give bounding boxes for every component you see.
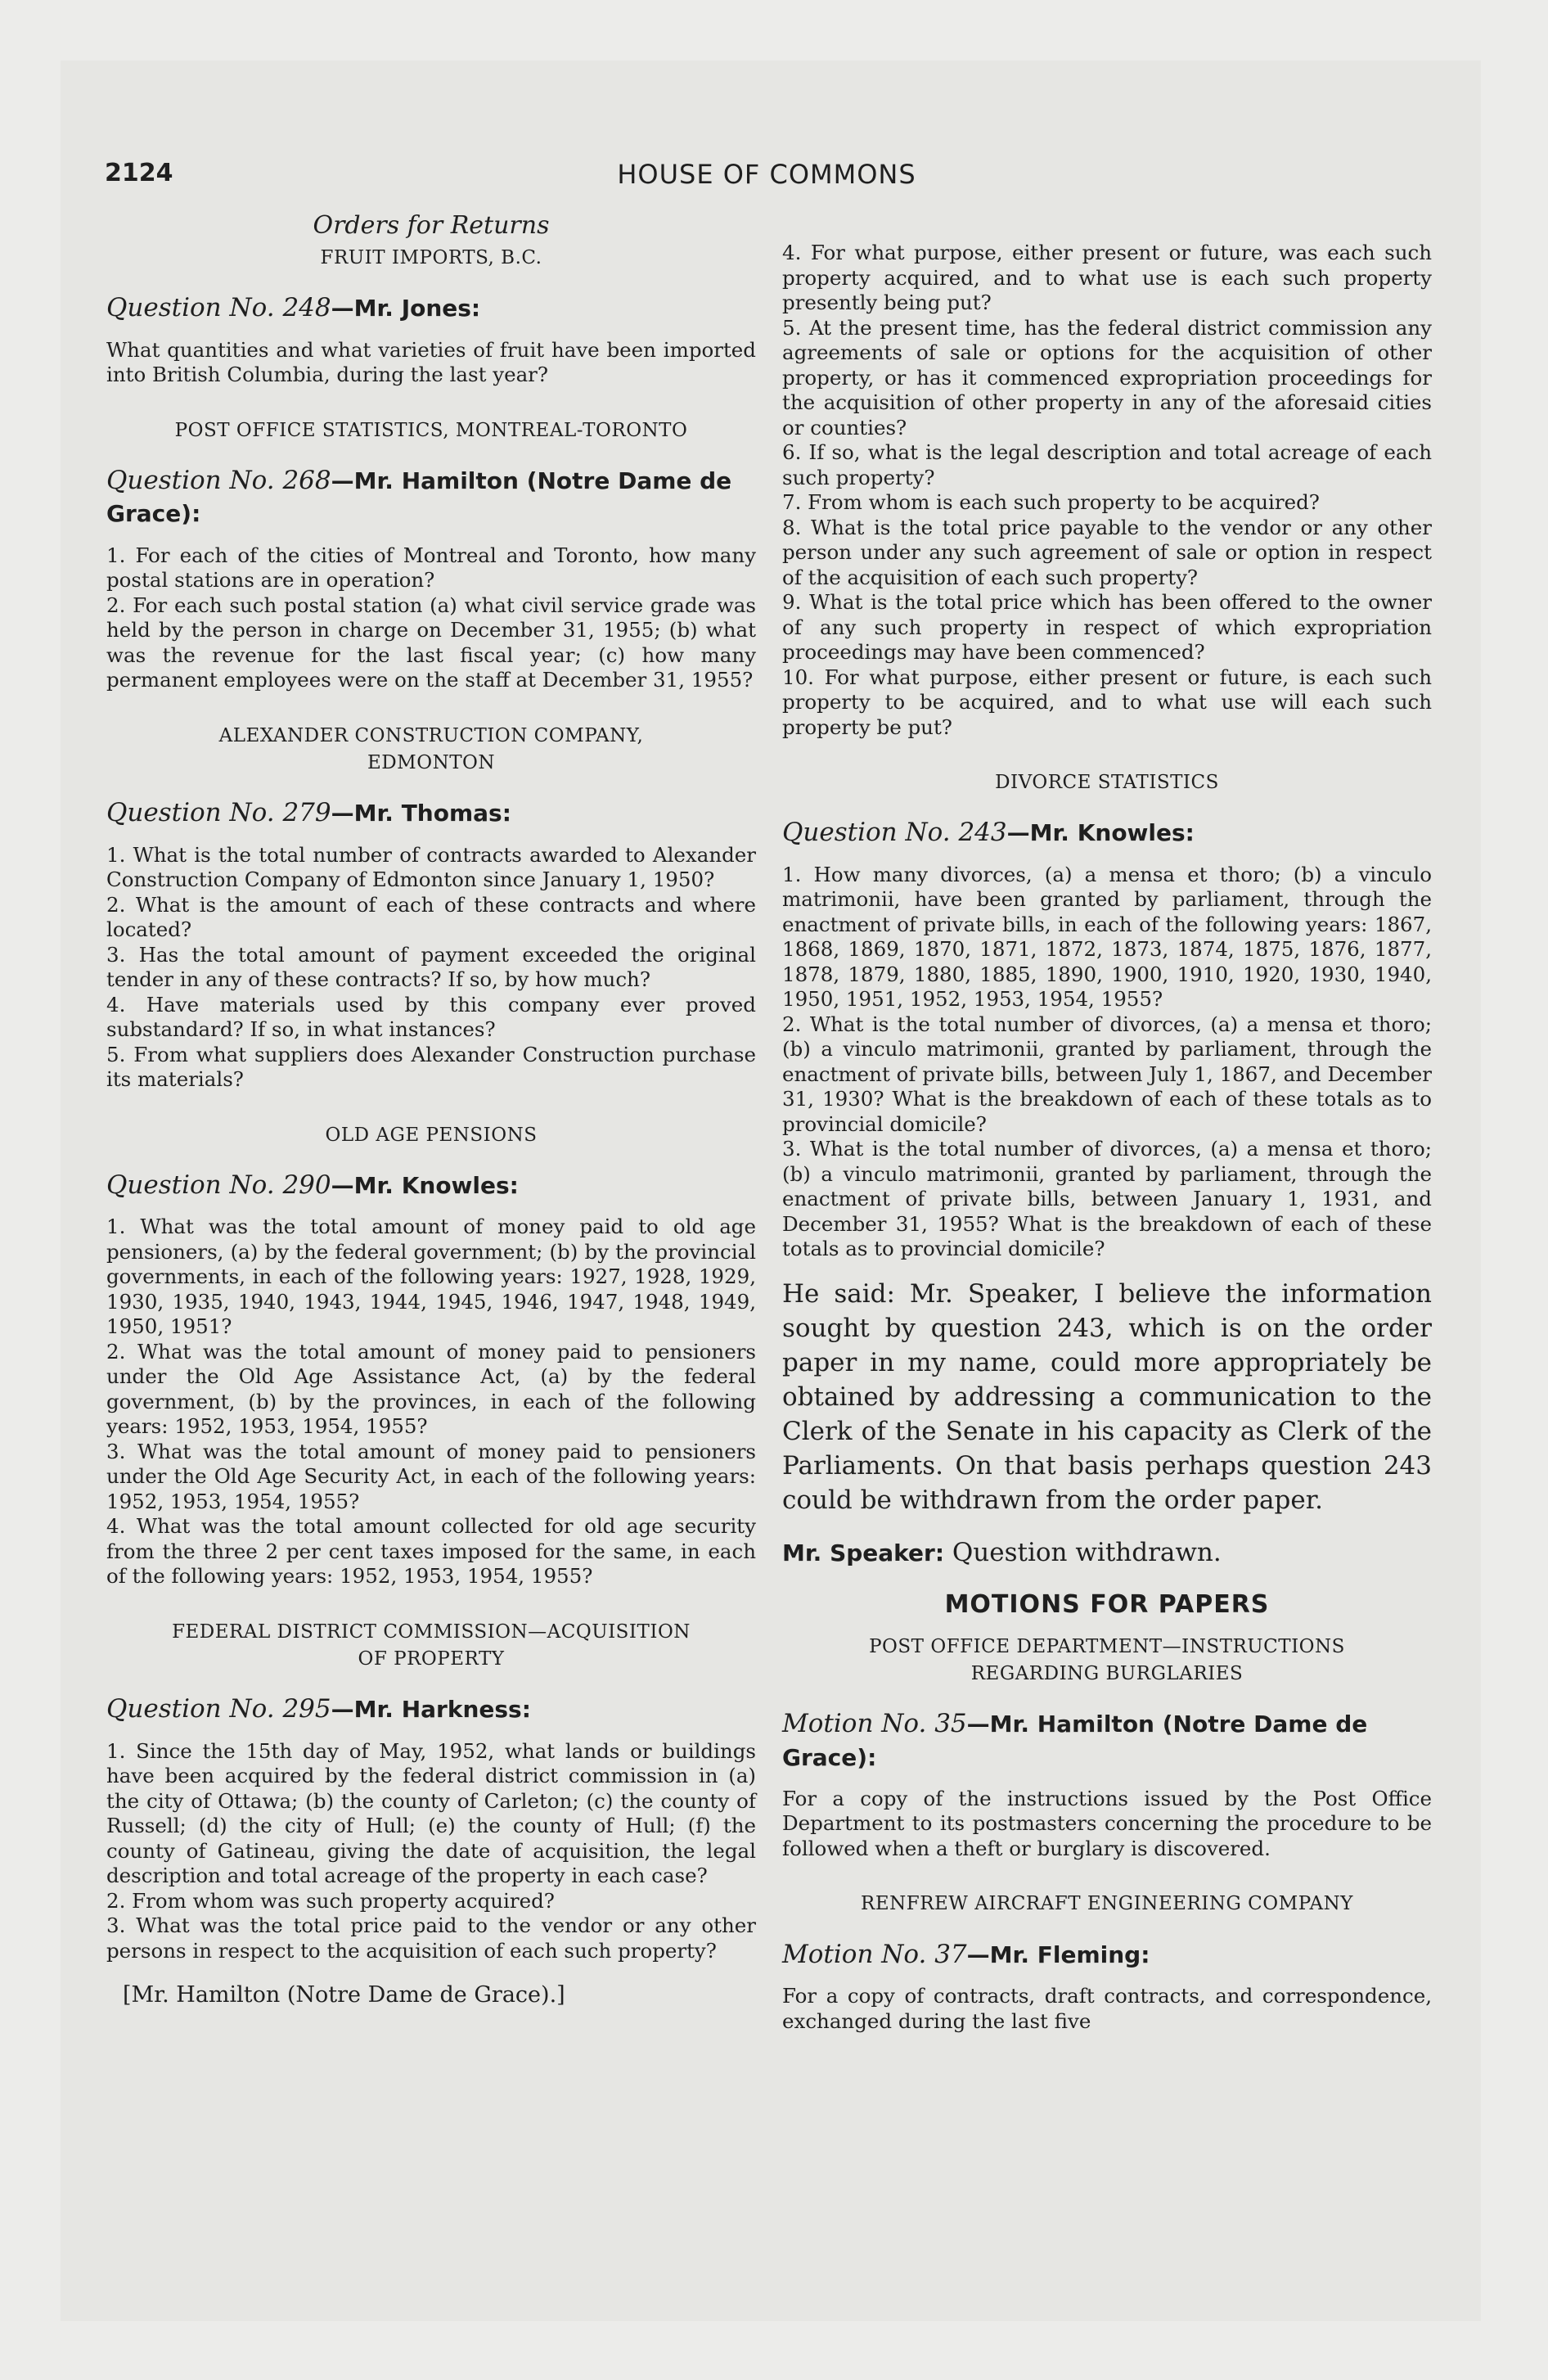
paragraph: 2. From whom was such property acquired? [106, 1888, 555, 1913]
running-header [105, 159, 1429, 200]
question-heading [106, 1693, 756, 1725]
motion-label: Motion No. 35 [782, 1709, 967, 1739]
question-heading [106, 1169, 756, 1201]
page-footer: [Mr. Hamilton (Notre Dame de Grace).] [123, 1982, 565, 2008]
question-label: Question No. 268 [106, 465, 331, 495]
paragraph: 3. Has the total amount of payment exceeded the original tender in any of these contracts? If so, by how much? [106, 942, 756, 992]
question-label: Question No. 279 [106, 798, 331, 828]
speech-paragraph: He said: Mr. Speaker, I believe the information sought by question 243, which is on the order paper in my name, could more appropriately be obtained by addressing a communication to the Clerk of the Senate in his capacity as Clerk of the Parliaments. On that basis perhaps question 243 could be withdrawn from the order paper. [782, 1278, 1432, 1515]
paragraph: For a copy of contracts, draft contracts, and correspondence, exchanged during the last five [782, 1984, 1432, 2033]
member-name: —Mr. Jones: [331, 295, 481, 322]
motion-heading [782, 1938, 1432, 1971]
right-column [782, 208, 1432, 2034]
section-subtitle: Orders for Returns [313, 211, 550, 240]
paragraph: 2. What is the total number of divorces, (a) a mensa et thoro; (b) a vinculo matrimonii, granted by parliament, through the enactment of private bills, between July 1, 1867, and December 31, 1930? What is the breakdown of each of these totals as to provincial domicile? [782, 1012, 1432, 1136]
paragraph: 1. For each of the cities of Montreal and Toronto, how many postal stations are in operation? [106, 543, 756, 593]
question-heading [106, 464, 756, 530]
paragraph: 7. From whom is each such property to be acquired? [782, 490, 1320, 514]
section-heading: ALEXANDER CONSTRUCTION COMPANY, [218, 724, 644, 746]
paragraph: What quantities and what varieties of fruit have been imported into British Columbia, during the last year? [106, 337, 756, 387]
paragraph: 8. What is the total price payable to the vendor or any other person under any such agreement of sale or option in respect of the acquisition of each such property? [782, 515, 1432, 589]
question-label: Question No. 248 [106, 293, 331, 323]
left-column [106, 208, 756, 2008]
paragraph: 1. What was the total amount of money paid to old age pensioners, (a) by the federal government; (b) by the provincial governments, in each of the following years: 1927, 1928, 1929, 1930, 1935, 1940, 1943, 1944, 1945, 1946, 1947, 1948, 1949, 1950, 1951? [106, 1215, 756, 1339]
page [61, 61, 1481, 2321]
section-heading: FEDERAL DISTRICT COMMISSION—ACQUISITION [172, 1620, 691, 1643]
page-title: HOUSE OF COMMONS [617, 159, 916, 190]
page-number: 2124 [105, 159, 173, 187]
member-name: —Mr. Hamilton (Notre Dame de Grace): [782, 1711, 1368, 1771]
paragraph: 3. What was the total price paid to the vendor or any other persons in respect to the acquisition of each such property? [106, 1913, 756, 1963]
paragraph: 4. What was the total amount collected for old age security from the three 2 per cent taxes imposed for the same, in each of the following years: 1952, 1953, 1954, 1955? [106, 1514, 756, 1589]
section-heading: OF PROPERTY [358, 1648, 505, 1670]
paragraph: 2. For each such postal station (a) what civil service grade was held by the person in charge on December 31, 1955; (b) what was the revenue for the last fiscal year; (c) how many permanent employees were on the staff at December 31, 1955? [106, 593, 756, 692]
paragraph: 2. What is the amount of each of these contracts and where located? [106, 892, 756, 942]
paragraph: 1. Since the 15th day of May, 1952, what lands or buildings have been acquired by the federal district commission in (a) the city of Ottawa; (b) the county of Carleton; (c) the county of Russell; (d) the city of Hull; (e) the county of Hull; (f) the county of Gatineau, giving the date of acquisition, the legal description and total acreage of the property in each case? [106, 1738, 756, 1888]
paragraph: 10. For what purpose, either present or future, is each such property to be acquired, and to what use will each such property be put? [782, 665, 1432, 739]
speaker-ruling [782, 1535, 1432, 1571]
paragraph: 5. From what suppliers does Alexander Construction purchase its materials? [106, 1042, 756, 1092]
paragraph: 1. How many divorces, (a) a mensa et thoro; (b) a vinculo matrimonii, have been granted by parliament, through the enactment of private bills, in each of the following years: 1867, 1868, 1869, 1870, 1871, 1872, 1873, 1874, 1875, 1876, 1877, 1878, 1879, 1880, 1885, 1890, 1900, 1910, 1920, 1930, 1940, 1950, 1951, 1952, 1953, 1954, 1955? [782, 862, 1432, 1012]
paragraph: 4. Have materials used by this company ever proved substandard? If so, in what instances? [106, 992, 756, 1042]
member-name: —Mr. Fleming: [966, 1941, 1150, 1968]
motion-heading [782, 1707, 1432, 1774]
section-heading: EDMONTON [367, 751, 496, 773]
paragraph: 3. What is the total number of divorces, (a) a mensa et thoro; (b) a vinculo matrimonii, granted by parliament, through the enactment of private bills, between January 1, 1931, and December 31, 1955? What is the breakdown of each of these totals as to provincial domicile? [782, 1137, 1432, 1261]
paragraph: 5. At the present time, has the federal district commission any agreements of sale or options for the acquisition of other property, or has it commenced expropriation proceedings for the acquisition of other property in any of the aforesaid cities or counties? [782, 315, 1432, 439]
speaker-text: Question withdrawn. [944, 1537, 1222, 1567]
paragraph: 4. For what purpose, either present or future, was each such property acquired, and to what use is each such property presently being put? [782, 241, 1432, 314]
paragraph: 1. What is the total number of contracts awarded to Alexander Construction Company of Edmonton since January 1, 1950? [106, 842, 756, 892]
member-name: —Mr. Knowles: [331, 1171, 519, 1199]
section-heading: RENFREW AIRCRAFT ENGINEERING COMPANY [861, 1893, 1353, 1915]
section-heading: POST OFFICE STATISTICS, MONTREAL-TORONTO [174, 419, 688, 441]
paragraph: 2. What was the total amount of money paid to pensioners under the Old Age Assistance Act, (a) by the federal government, (b) by the provinces, in each of the following years: 1952, 1953, 1954, 1955? [106, 1339, 756, 1439]
question-label: Question No. 243 [782, 818, 1007, 848]
section-heading: FRUIT IMPORTS, B.C. [320, 247, 542, 268]
section-heading: OLD AGE PENSIONS [325, 1124, 538, 1146]
question-label: Question No. 290 [106, 1170, 331, 1200]
section-heading: REGARDING BURGLARIES [970, 1662, 1244, 1684]
member-name: —Mr. Hamilton (Notre Dame de Grace): [106, 467, 732, 528]
paragraph: 6. If so, what is the legal description and total acreage of each such property? [782, 440, 1432, 489]
question-heading [782, 816, 1432, 849]
motions-heading: MOTIONS FOR PAPERS [944, 1589, 1270, 1619]
paragraph: 9. What is the total price which has been offered to the owner of any such property in respect of which expropriation proceedings may have been commenced? [782, 590, 1432, 664]
paragraph: 3. What was the total amount of money paid to pensioners under the Old Age Security Act, in each of the following years: 1952, 1953, 1954, 1955? [106, 1439, 756, 1513]
member-name: —Mr. Thomas: [331, 800, 511, 827]
speaker-name: Mr. Speaker: [782, 1539, 945, 1566]
paragraph: For a copy of the instructions issued by the Post Office Department to its postmasters concerning the procedure to be followed when a theft or burglary is discovered. [782, 1786, 1432, 1860]
member-name: —Mr. Harkness: [331, 1696, 531, 1724]
section-heading: DIVORCE STATISTICS [995, 772, 1219, 793]
question-label: Question No. 295 [106, 1694, 331, 1724]
question-heading [106, 291, 756, 324]
section-heading: POST OFFICE DEPARTMENT—INSTRUCTIONS [869, 1635, 1345, 1657]
member-name: —Mr. Knowles: [1006, 819, 1195, 847]
question-heading [106, 796, 756, 829]
motion-label: Motion No. 37 [782, 1939, 967, 1969]
